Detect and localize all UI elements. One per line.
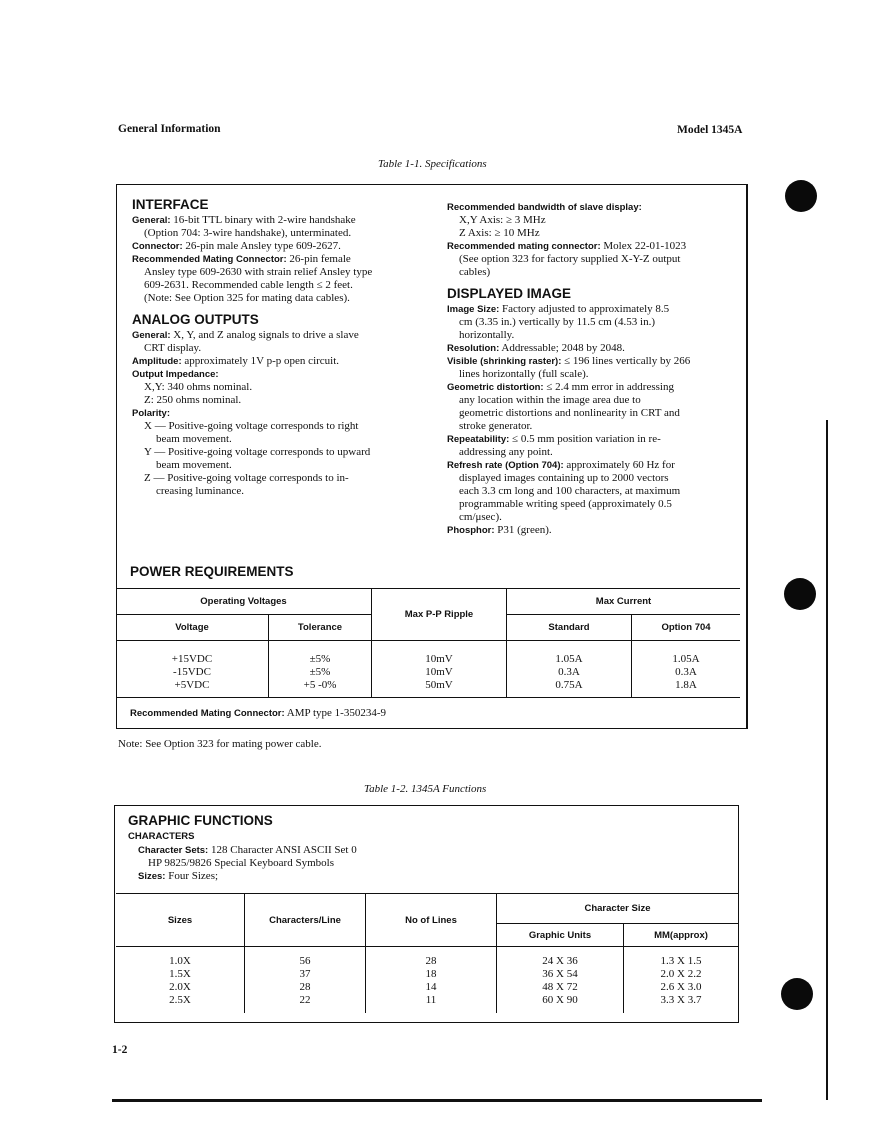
spec-label: Recommended bandwidth of slave display:: [447, 202, 642, 213]
spec-continuation: cm (3.35 in.) vertically by 11.5 cm (4.53 in.): [459, 316, 656, 328]
table-cell: 2.0X: [116, 981, 245, 994]
col-character-size: Character Size: [497, 894, 739, 924]
power-note: Note: See Option 323 for mating power cable.: [118, 738, 322, 750]
table-cell: -15VDC: [116, 666, 269, 679]
table-cell: 0.3A: [632, 666, 741, 679]
header-left: General Information: [118, 123, 221, 135]
power-connector: [130, 707, 386, 720]
character-size-table: [116, 893, 738, 1013]
table-cell: 2.5X: [116, 994, 245, 1007]
spec-entry: [447, 524, 732, 537]
spec-entry: [447, 240, 732, 253]
power-row: [116, 679, 740, 692]
col-sizes: Sizes: [116, 894, 245, 947]
size-row: [116, 994, 738, 1007]
table-cell: 22: [245, 994, 366, 1007]
table-cell: 24 X 36: [497, 955, 624, 968]
col-option-704: Option 704: [632, 615, 741, 641]
spec-continuation: programmable writing speed (approximately 0.5: [459, 498, 672, 510]
spec-continuation: cm/μsec).: [459, 511, 502, 523]
spec-continuation: X,Y: 340 ohms nominal.: [144, 381, 253, 393]
spec-entry: [132, 253, 432, 266]
spec-entry: [132, 407, 432, 420]
table-cell: 14: [366, 981, 497, 994]
spec-label: Refresh rate (Option 704):: [447, 460, 564, 471]
spec-text: Molex 22-01-1023: [600, 240, 687, 252]
power-connector-text: AMP type 1-350234-9: [284, 707, 386, 719]
graphic-title: GRAPHIC FUNCTIONS: [128, 813, 273, 828]
spec-continuation: displayed images containing up to 2000 vectors: [459, 472, 669, 484]
spec-label: Amplitude:: [132, 356, 182, 367]
spec-continuation: creasing luminance.: [156, 485, 244, 497]
spec-text: ≤ 196 lines vertically by 266: [561, 355, 691, 367]
table-cell: 28: [245, 981, 366, 994]
table-cell: 0.3A: [507, 666, 632, 679]
spec-continuation: (See option 323 for factory supplied X-Y-Z output: [459, 253, 681, 265]
size-row: [116, 955, 738, 968]
col-operating-voltages: Operating Voltages: [116, 589, 372, 615]
spec-continuation: geometric distortions and nonlinearity in CRT and: [459, 407, 680, 419]
table-cell: 2.0 X 2.2: [624, 968, 739, 981]
character-sets-label: Character Sets:: [138, 845, 209, 856]
spec-label: Visible (shrinking raster):: [447, 356, 562, 367]
table-cell: 56: [245, 955, 366, 968]
table-cell: 1.8A: [632, 679, 741, 692]
spec-entry: [132, 329, 432, 342]
spec-label: General:: [132, 330, 171, 341]
spec-entry: [132, 368, 432, 381]
section-heading: INTERFACE: [132, 197, 209, 212]
spec-continuation: beam movement.: [156, 433, 232, 445]
size-row: [116, 981, 738, 994]
character-sets-text-2: HP 9825/9826 Special Keyboard Symbols: [148, 857, 334, 869]
spec-continuation: stroke generator.: [459, 420, 533, 432]
table-2-caption: Table 1-2. 1345A Functions: [364, 783, 487, 795]
spec-continuation: (Option 704: 3-wire handshake), unterminated.: [144, 227, 352, 239]
spec-text: 26-pin male Ansley type 609-2627.: [182, 240, 341, 252]
table-cell: 2.6 X 3.0: [624, 981, 739, 994]
spec-continuation: beam movement.: [156, 459, 232, 471]
table-1-caption: Table 1-1. Specifications: [378, 158, 487, 170]
spec-text: 26-pin female: [286, 253, 351, 265]
col-characters-per-line: Characters/Line: [245, 894, 366, 947]
table-cell: 1.5X: [116, 968, 245, 981]
spec-text: Addressable; 2048 by 2048.: [499, 342, 625, 354]
col-number-of-lines: No of Lines: [366, 894, 497, 947]
spec-entry: [447, 459, 732, 472]
spec-text: ≤ 2.4 mm error in addressing: [543, 381, 674, 393]
spec-continuation: addressing any point.: [459, 446, 553, 458]
binder-hole-2: [784, 578, 816, 610]
power-title: POWER REQUIREMENTS: [130, 564, 294, 579]
spec-text: approximately 60 Hz for: [563, 459, 675, 471]
spec-text: 16-bit TTL binary with 2-wire handshake: [170, 214, 356, 226]
header-right: Model 1345A: [677, 124, 743, 136]
table-cell: 1.05A: [632, 653, 741, 666]
col-max-current: Max Current: [507, 589, 741, 615]
spec-continuation: each 3.3 cm long and 100 characters, at maximum: [459, 485, 681, 497]
table-cell: 0.75A: [507, 679, 632, 692]
spec-continuation: any location within the image area due to: [459, 394, 641, 406]
col-mm-approx: MM(approx): [624, 924, 739, 947]
page-number: 1-2: [112, 1044, 128, 1056]
table-cell: +5VDC: [116, 679, 269, 692]
spec-continuation: Z Axis: ≥ 10 MHz: [459, 227, 540, 239]
spec-label: Recommended Mating Connector:: [132, 254, 287, 265]
col-standard: Standard: [507, 615, 632, 641]
spec-continuation: CRT display.: [144, 342, 202, 354]
table-cell: ±5%: [269, 653, 372, 666]
spec-entry: [447, 381, 732, 394]
col-tolerance: Tolerance: [269, 615, 372, 641]
spec-text: P31 (green).: [494, 524, 552, 536]
spec-label: Image Size:: [447, 304, 500, 315]
table-cell: +15VDC: [116, 653, 269, 666]
spec-label: Phosphor:: [447, 525, 495, 536]
table-cell: 36 X 54: [497, 968, 624, 981]
power-connector-label: Recommended Mating Connector:: [130, 708, 285, 719]
spec-label: Resolution:: [447, 343, 500, 354]
spec-text: approximately 1V p-p open circuit.: [181, 355, 340, 367]
spec-right-column: [447, 201, 732, 537]
section-heading: ANALOG OUTPUTS: [132, 312, 259, 327]
spec-label: Repeatability:: [447, 434, 510, 445]
spec-entry: [447, 433, 732, 446]
power-table: [116, 588, 740, 698]
spec-continuation: 609-2631. Recommended cable length ≤ 2 feet.: [144, 279, 353, 291]
spec-continuation: lines horizontally (full scale).: [459, 368, 589, 380]
table-cell: 28: [366, 955, 497, 968]
section-heading: DISPLAYED IMAGE: [447, 286, 572, 301]
spec-entry: [447, 303, 732, 316]
spec-label: Output Impedance:: [132, 369, 219, 380]
table-cell: +5 -0%: [269, 679, 372, 692]
col-graphic-units: Graphic Units: [497, 924, 624, 947]
table-cell: 1.0X: [116, 955, 245, 968]
col-voltage: Voltage: [116, 615, 269, 641]
spec-entry: [447, 201, 732, 214]
spec-entry: [132, 214, 432, 227]
spec-continuation: Z: 250 ohms nominal.: [144, 394, 242, 406]
sizes-text: Four Sizes;: [165, 870, 219, 882]
spec-entry: [132, 240, 432, 253]
right-margin-rule: [826, 420, 828, 1100]
graphic-subtitle: CHARACTERS: [128, 831, 195, 842]
table-cell: 50mV: [372, 679, 507, 692]
table-cell: 10mV: [372, 653, 507, 666]
spec-continuation: Z — Positive-going voltage corresponds to in-: [144, 472, 349, 484]
character-sets: [138, 844, 357, 883]
size-row: [116, 968, 738, 981]
spec-label: Recommended mating connector:: [447, 241, 601, 252]
spec-text: Factory adjusted to approximately 8.5: [499, 303, 670, 315]
spec-text: ≤ 0.5 mm position variation in re-: [509, 433, 661, 445]
spec-entry: [447, 355, 732, 368]
table-cell: 18: [366, 968, 497, 981]
table-cell: ±5%: [269, 666, 372, 679]
spec-label: General:: [132, 215, 171, 226]
table-cell: 1.3 X 1.5: [624, 955, 739, 968]
binder-hole-3: [781, 978, 813, 1010]
table-cell: 37: [245, 968, 366, 981]
spec-continuation: X — Positive-going voltage corresponds to right: [144, 420, 359, 432]
power-row: [116, 666, 740, 679]
spec-entry: [447, 342, 732, 355]
spec-label: Geometric distortion:: [447, 382, 544, 393]
table-cell: 1.05A: [507, 653, 632, 666]
table-cell: 10mV: [372, 666, 507, 679]
spec-continuation: X,Y Axis: ≥ 3 MHz: [459, 214, 546, 226]
spec-text: X, Y, and Z analog signals to drive a slave: [170, 329, 359, 341]
table-cell: 3.3 X 3.7: [624, 994, 739, 1007]
col-max-ripple: Max P-P Ripple: [372, 589, 507, 641]
table-cell: 11: [366, 994, 497, 1007]
bottom-rule: [112, 1099, 762, 1102]
spec-label: Connector:: [132, 241, 183, 252]
table-cell: 60 X 90: [497, 994, 624, 1007]
table-cell: 48 X 72: [497, 981, 624, 994]
spec-continuation: horizontally.: [459, 329, 515, 341]
spec-left-column: [132, 197, 432, 498]
spec-label: Polarity:: [132, 408, 171, 419]
spec-continuation: (Note: See Option 325 for mating data cables).: [144, 292, 350, 304]
spec-entry: [132, 355, 432, 368]
power-row: [116, 653, 740, 666]
binder-hole-1: [785, 180, 817, 212]
spec-continuation: cables): [459, 266, 491, 278]
sizes-label: Sizes:: [138, 871, 166, 882]
spec-continuation: Y — Positive-going voltage corresponds to upward: [144, 446, 371, 458]
spec-continuation: Ansley type 609-2630 with strain relief Ansley type: [144, 266, 373, 278]
character-sets-text: 128 Character ANSI ASCII Set 0: [208, 844, 357, 856]
